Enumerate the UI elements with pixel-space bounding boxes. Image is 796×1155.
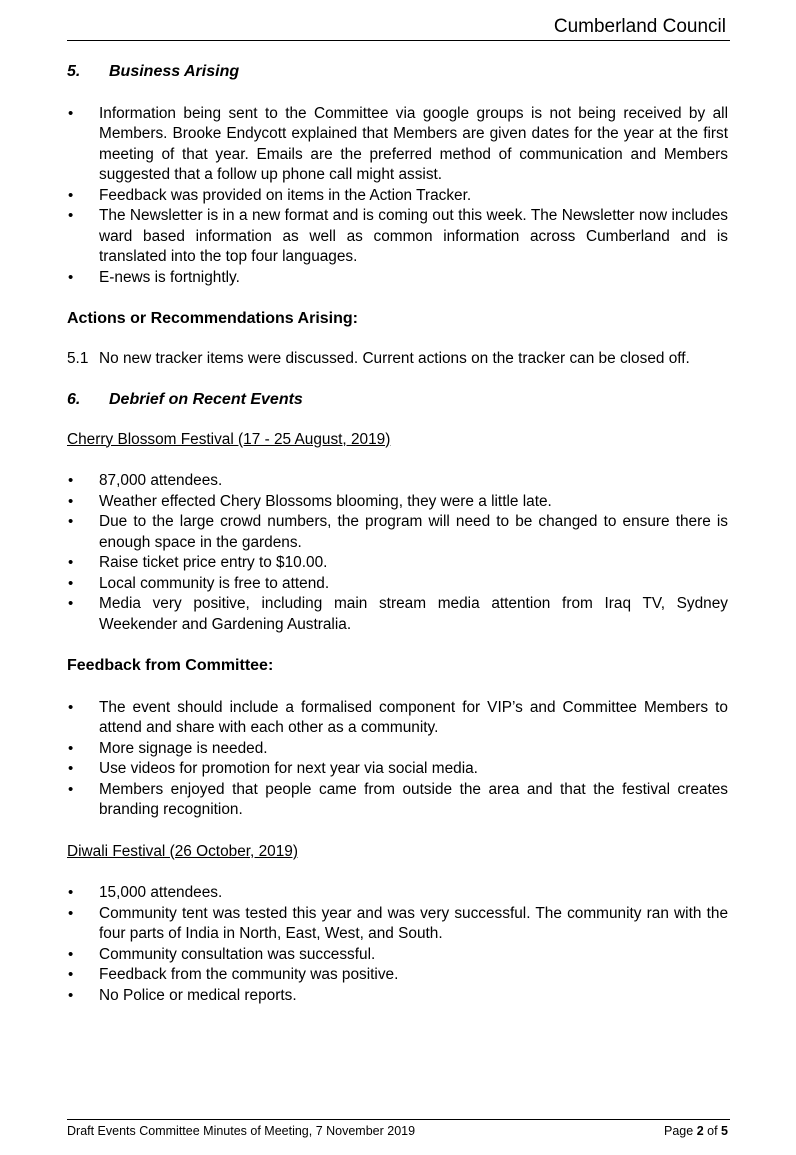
list-item: • Use videos for promotion for next year via social media.	[67, 759, 728, 780]
list-item: • More signage is needed.	[67, 739, 728, 760]
list-item: • Feedback was provided on items in the Action Tracker.	[67, 186, 728, 207]
list-item: • Community consultation was successful.	[67, 945, 728, 966]
list-item: • No Police or medical reports.	[67, 986, 728, 1007]
page-prefix: Page	[664, 1124, 694, 1138]
section-5-bullet-list	[67, 104, 728, 289]
committee-feedback-list	[67, 698, 728, 821]
cherry-blossom-heading: Cherry Blossom Festival (17 - 25 August, 2019)	[67, 430, 391, 448]
page-total: 5	[721, 1124, 728, 1138]
list-item: • The Newsletter is in a new format and is coming out this week. The Newsletter now includes ward based information as well as common information across Cumberland and is translated into the top four languages.	[67, 206, 728, 268]
list-item: • Media very positive, including main stream media attention from Iraq TV, Sydney Weekender and Gardening Australia.	[67, 594, 728, 635]
list-item: • The event should include a formalised component for VIP’s and Committee Members to attend and share with each other as a community.	[67, 698, 728, 739]
diwali-bullet-list	[67, 883, 728, 1006]
section-6-heading	[67, 390, 728, 411]
organization-name: Cumberland Council	[553, 16, 726, 37]
page-number	[664, 1124, 728, 1138]
list-item: • Members enjoyed that people came from outside the area and that the festival creates branding recognition.	[67, 780, 728, 821]
list-item: • 87,000 attendees.	[67, 471, 728, 492]
list-item: • Weather effected Chery Blossoms blooming, they were a little late.	[67, 492, 728, 513]
document-body	[67, 62, 728, 1006]
footer-document-title: Draft Events Committee Minutes of Meeting, 7 November 2019	[67, 1124, 416, 1138]
page-current: 2	[696, 1124, 704, 1138]
list-item: • Local community is free to attend.	[67, 574, 728, 595]
action-item	[67, 349, 728, 370]
section-6-title: Debrief on Recent Events	[109, 391, 303, 408]
list-item: • E-news is fortnightly.	[67, 268, 728, 289]
actions-heading: Actions or Recommendations Arising:	[67, 310, 358, 327]
list-item: • Community tent was tested this year and was very successful. The community ran with the four parts of India in North, East, West, and South.	[67, 904, 728, 945]
diwali-heading: Diwali Festival (26 October, 2019)	[67, 842, 298, 860]
cherry-blossom-bullet-list	[67, 471, 728, 635]
action-text: No new tracker items were discussed. Current actions on the tracker can be closed off.	[99, 349, 690, 367]
page-footer	[67, 1119, 730, 1138]
list-item: • Due to the large crowd numbers, the program will need to be changed to ensure there is enough space in the gardens.	[67, 512, 728, 553]
list-item: • Feedback from the community was positive.	[67, 965, 728, 986]
section-5-heading	[67, 62, 728, 83]
action-number: 5.1	[67, 349, 89, 367]
committee-feedback-heading: Feedback from Committee:	[67, 657, 274, 674]
section-6-number: 6.	[67, 391, 81, 408]
page-header	[67, 14, 730, 41]
section-5-number: 5.	[67, 63, 81, 80]
list-item: • Information being sent to the Committee via google groups is not being received by all Members. Brooke Endycott explained that Members are given dates for the year at the first meeting of that year. Emails are the preferred method of communication and Members suggested that a follow up phone call might assist.	[67, 104, 728, 186]
page-of: of	[707, 1124, 718, 1138]
list-item: • 15,000 attendees.	[67, 883, 728, 904]
list-item: • Raise ticket price entry to $10.00.	[67, 553, 728, 574]
section-5-title: Business Arising	[109, 63, 240, 80]
